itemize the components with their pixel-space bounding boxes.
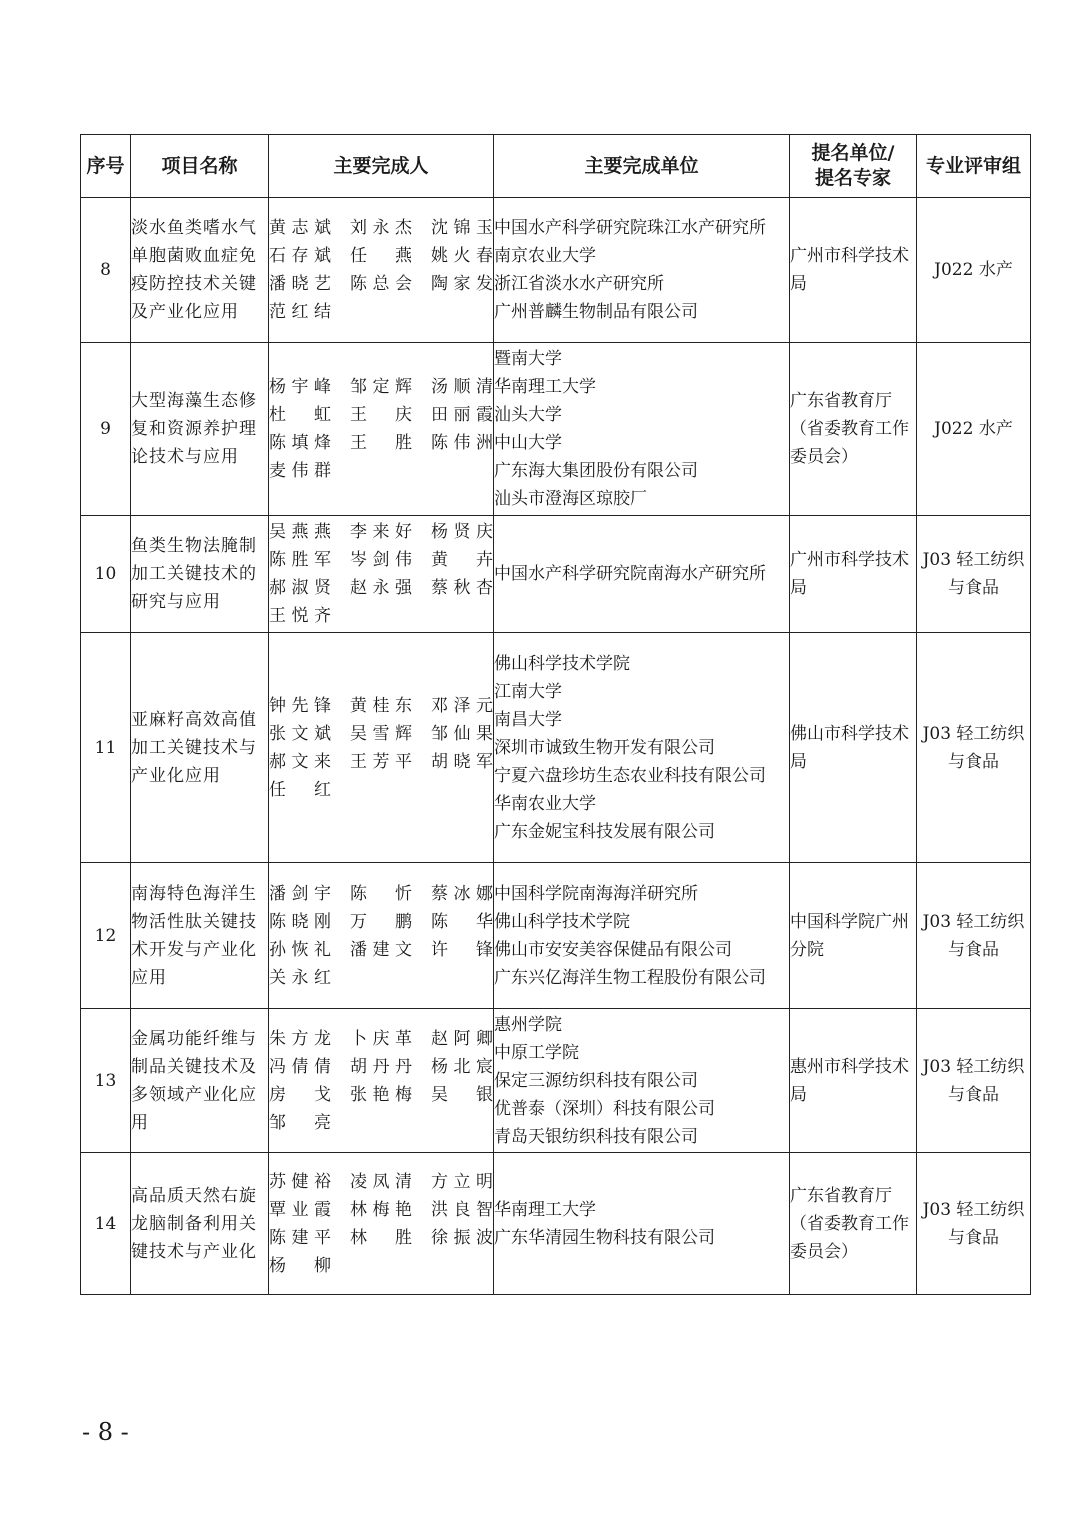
project-title: 淡水鱼类嗜水气单胞菌败血症免疫防控技术关键及产业化应用: [131, 198, 269, 343]
main-persons: [269, 198, 494, 343]
review-group: J03 轻工纺织与食品: [917, 1153, 1031, 1295]
unit-name: 南京农业大学: [494, 246, 596, 266]
person-name: 吴 银: [431, 1084, 493, 1105]
person-line: [269, 964, 493, 992]
unit-name: 佛山科学技术学院: [494, 911, 630, 932]
unit-name: 佛山市安安美容保健品有限公司: [494, 939, 732, 960]
unit-name: 暨南大学: [494, 349, 562, 369]
person-name: 黄 卉: [431, 550, 493, 570]
main-persons: [269, 1153, 494, 1295]
main-persons: [269, 343, 494, 516]
table-header-row: [81, 135, 1031, 198]
person-name: 杨贤庆: [431, 522, 493, 542]
unit-name: 惠州学院: [494, 1014, 562, 1035]
header-nominator: 提名单位/ 提名专家: [790, 135, 917, 198]
person-name: 覃业霞: [269, 1199, 331, 1220]
unit-name: 保定三源纺织科技有限公司: [494, 1070, 698, 1091]
table-row: [81, 1009, 1031, 1153]
person-name: 林梅艳: [350, 1199, 412, 1220]
person-name: 黄桂东: [350, 695, 412, 716]
person-line: [269, 429, 493, 457]
main-units: [494, 343, 790, 516]
person-line: [269, 602, 493, 630]
person-line: [269, 1109, 493, 1137]
review-group: J022 水产: [917, 343, 1031, 516]
person-line: [269, 880, 493, 908]
main-units: [494, 863, 790, 1009]
person-name: 洪良智: [431, 1199, 493, 1220]
unit-name: 江南大学: [494, 681, 562, 702]
person-name: 麦伟群: [269, 461, 331, 481]
unit-name: 广东华清园生物科技有限公司: [494, 1227, 715, 1248]
row-number: 8: [81, 198, 131, 343]
table-row: [81, 343, 1031, 516]
project-title: 金属功能纤维与制品关键技术及多领域产业化应用: [131, 1009, 269, 1153]
person-name: 蔡秋杏: [431, 578, 493, 598]
table-row: [81, 863, 1031, 1009]
person-line: [269, 270, 493, 298]
project-title: 高品质天然右旋龙脑制备利用关键技术与产业化: [131, 1153, 269, 1295]
person-name: 蔡冰娜: [431, 883, 493, 904]
unit-name: 华南农业大学: [494, 793, 596, 814]
person-line: [269, 518, 493, 546]
person-name: 赵永强: [350, 578, 412, 598]
person-name: 许 锋: [431, 939, 493, 960]
person-name: 邹仙果: [431, 723, 493, 744]
person-name: 朱方龙: [269, 1028, 331, 1049]
person-name: 任 红: [269, 779, 331, 800]
person-name: 沈锦玉: [431, 218, 493, 238]
table-row: [81, 633, 1031, 863]
person-line: [269, 776, 493, 804]
person-line: [269, 546, 493, 574]
person-line: [269, 574, 493, 602]
person-line: [269, 1081, 493, 1109]
person-name: 王 庆: [350, 405, 412, 425]
unit-name: 广东兴亿海洋生物工程股份有限公司: [494, 967, 766, 988]
person-name: 郝淑贤: [269, 578, 331, 598]
unit-name: 佛山科学技术学院: [494, 653, 630, 674]
unit-name: 华南理工大学: [494, 1199, 596, 1220]
unit-name: 宁夏六盘珍坊生态农业科技有限公司: [494, 765, 766, 786]
person-name: 关永红: [269, 967, 331, 988]
person-name: 邹定辉: [350, 377, 412, 397]
review-group: J03 轻工纺织与食品: [917, 1009, 1031, 1153]
header-number: 序号: [81, 135, 131, 198]
person-name: 王芳平: [350, 751, 412, 772]
project-title: 南海特色海洋生物活性肽关键技术开发与产业化应用: [131, 863, 269, 1009]
person-name: 钟先锋: [269, 695, 331, 716]
person-name: 卜庆革: [350, 1028, 412, 1049]
person-name: 陈 华: [431, 911, 493, 932]
nominator: 广东省教育厅（省委教育工作委员会）: [790, 1153, 917, 1295]
row-number: 13: [81, 1009, 131, 1153]
awards-table: [80, 134, 1031, 1295]
nominator: 中国科学院广州分院: [790, 863, 917, 1009]
person-name: 赵阿卿: [431, 1028, 493, 1049]
unit-name: 南昌大学: [494, 709, 562, 730]
person-line: [269, 1196, 493, 1224]
person-name: 吴雪辉: [350, 723, 412, 744]
main-persons: [269, 516, 494, 633]
person-line: [269, 720, 493, 748]
unit-name: 深圳市诚致生物开发有限公司: [494, 737, 715, 758]
person-name: 陈伟洲: [431, 433, 493, 453]
person-line: [269, 401, 493, 429]
person-name: 郝文来: [269, 751, 331, 772]
person-name: 胡丹丹: [350, 1056, 412, 1077]
person-name: 岑剑伟: [350, 550, 412, 570]
person-line: [269, 457, 493, 485]
unit-name: 广东金妮宝科技发展有限公司: [494, 821, 715, 842]
person-name: 潘剑宇: [269, 883, 331, 904]
header-main-persons: 主要完成人: [269, 135, 494, 198]
person-name: 陈胜军: [269, 550, 331, 570]
person-name: 石存斌: [269, 246, 331, 266]
person-name: 陈总会: [350, 274, 412, 294]
unit-name: 广东海大集团股份有限公司: [494, 461, 698, 481]
person-name: 田丽霞: [431, 405, 493, 425]
person-name: 吴燕燕: [269, 522, 331, 542]
review-group: J03 轻工纺织与食品: [917, 516, 1031, 633]
project-title: 鱼类生物法腌制加工关键技术的研究与应用: [131, 516, 269, 633]
person-line: [269, 1252, 493, 1280]
person-name: 陶家发: [431, 274, 493, 294]
unit-name: 中国科学院南海海洋研究所: [494, 883, 698, 904]
nominator: 惠州市科学技术局: [790, 1009, 917, 1153]
person-line: [269, 1025, 493, 1053]
main-persons: [269, 863, 494, 1009]
person-name: 胡晓军: [431, 751, 493, 772]
person-name: 陈填烽: [269, 433, 331, 453]
table-row: [81, 198, 1031, 343]
person-name: 陈 忻: [350, 883, 412, 904]
person-name: 汤顺清: [431, 377, 493, 397]
main-units: [494, 1153, 790, 1295]
person-line: [269, 1053, 493, 1081]
project-title: 亚麻籽高效高值加工关键技术与产业化应用: [131, 633, 269, 863]
person-name: 任 燕: [350, 246, 412, 266]
table-row: [81, 516, 1031, 633]
row-number: 12: [81, 863, 131, 1009]
project-title: 大型海藻生态修复和资源养护理论技术与应用: [131, 343, 269, 516]
unit-name: 青岛天银纺织科技有限公司: [494, 1126, 698, 1147]
person-name: 邹 亮: [269, 1112, 331, 1133]
main-units: [494, 516, 790, 633]
table-row: [81, 1153, 1031, 1295]
unit-name: 汕头市澄海区琼胶厂: [494, 489, 647, 509]
person-line: [269, 748, 493, 776]
header-main-units: 主要完成单位: [494, 135, 790, 198]
person-line: [269, 692, 493, 720]
unit-name: 中国水产科学研究院南海水产研究所: [494, 564, 766, 584]
person-name: 潘建文: [350, 939, 412, 960]
header-project-name: 项目名称: [131, 135, 269, 198]
row-number: 10: [81, 516, 131, 633]
person-line: [269, 908, 493, 936]
main-units: [494, 633, 790, 863]
person-line: [269, 1224, 493, 1252]
row-number: 11: [81, 633, 131, 863]
person-name: 王悦齐: [269, 606, 331, 626]
unit-name: 中山大学: [494, 433, 562, 453]
main-units: [494, 198, 790, 343]
review-group: J022 水产: [917, 198, 1031, 343]
person-name: 杨北宸: [431, 1056, 493, 1077]
person-line: [269, 242, 493, 270]
row-number: 14: [81, 1153, 131, 1295]
header-review-group: 专业评审组: [917, 135, 1031, 198]
person-name: 黄志斌: [269, 218, 331, 238]
nominator: 佛山市科学技术局: [790, 633, 917, 863]
unit-name: 广州普麟生物制品有限公司: [494, 302, 698, 322]
row-number: 9: [81, 343, 131, 516]
person-name: 林 胜: [350, 1227, 412, 1248]
unit-name: 优普泰（深圳）科技有限公司: [494, 1098, 715, 1119]
person-line: [269, 298, 493, 326]
person-name: 陈晓刚: [269, 911, 331, 932]
unit-name: 中国水产科学研究院珠江水产研究所: [494, 218, 766, 238]
person-line: [269, 373, 493, 401]
person-name: 杜 虹: [269, 405, 331, 425]
person-name: 杨 柳: [269, 1255, 331, 1276]
person-name: 张艳梅: [350, 1084, 412, 1105]
nominator: 广州市科学技术局: [790, 516, 917, 633]
unit-name: 浙江省淡水水产研究所: [494, 274, 664, 294]
person-name: 张文斌: [269, 723, 331, 744]
table-body: [81, 198, 1031, 1295]
main-units: [494, 1009, 790, 1153]
review-group: J03 轻工纺织与食品: [917, 863, 1031, 1009]
person-name: 范红结: [269, 302, 331, 322]
person-name: 冯倩倩: [269, 1056, 331, 1077]
person-line: [269, 936, 493, 964]
nominator: 广东省教育厅（省委教育工作委员会）: [790, 343, 917, 516]
person-name: 房 戈: [269, 1084, 331, 1105]
main-persons: [269, 1009, 494, 1153]
person-name: 王 胜: [350, 433, 412, 453]
person-name: 徐振波: [431, 1227, 493, 1248]
unit-name: 华南理工大学: [494, 377, 596, 397]
nominator: 广州市科学技术局: [790, 198, 917, 343]
person-name: 陈建平: [269, 1227, 331, 1248]
person-line: [269, 214, 493, 242]
person-name: 苏健裕: [269, 1171, 331, 1192]
page-number: - 8 -: [82, 1418, 129, 1446]
person-name: 刘永杰: [350, 218, 412, 238]
unit-name: 汕头大学: [494, 405, 562, 425]
person-name: 方立明: [431, 1171, 493, 1192]
person-name: 潘晓艺: [269, 274, 331, 294]
review-group: J03 轻工纺织与食品: [917, 633, 1031, 863]
person-name: 孙恢礼: [269, 939, 331, 960]
main-persons: [269, 633, 494, 863]
unit-name: 中原工学院: [494, 1042, 579, 1063]
person-name: 万 鹏: [350, 911, 412, 932]
person-line: [269, 1168, 493, 1196]
person-name: 李来好: [350, 522, 412, 542]
person-name: 杨宇峰: [269, 377, 331, 397]
person-name: 凌凤清: [350, 1171, 412, 1192]
person-name: 邓泽元: [431, 695, 493, 716]
person-name: 姚火春: [431, 246, 493, 266]
